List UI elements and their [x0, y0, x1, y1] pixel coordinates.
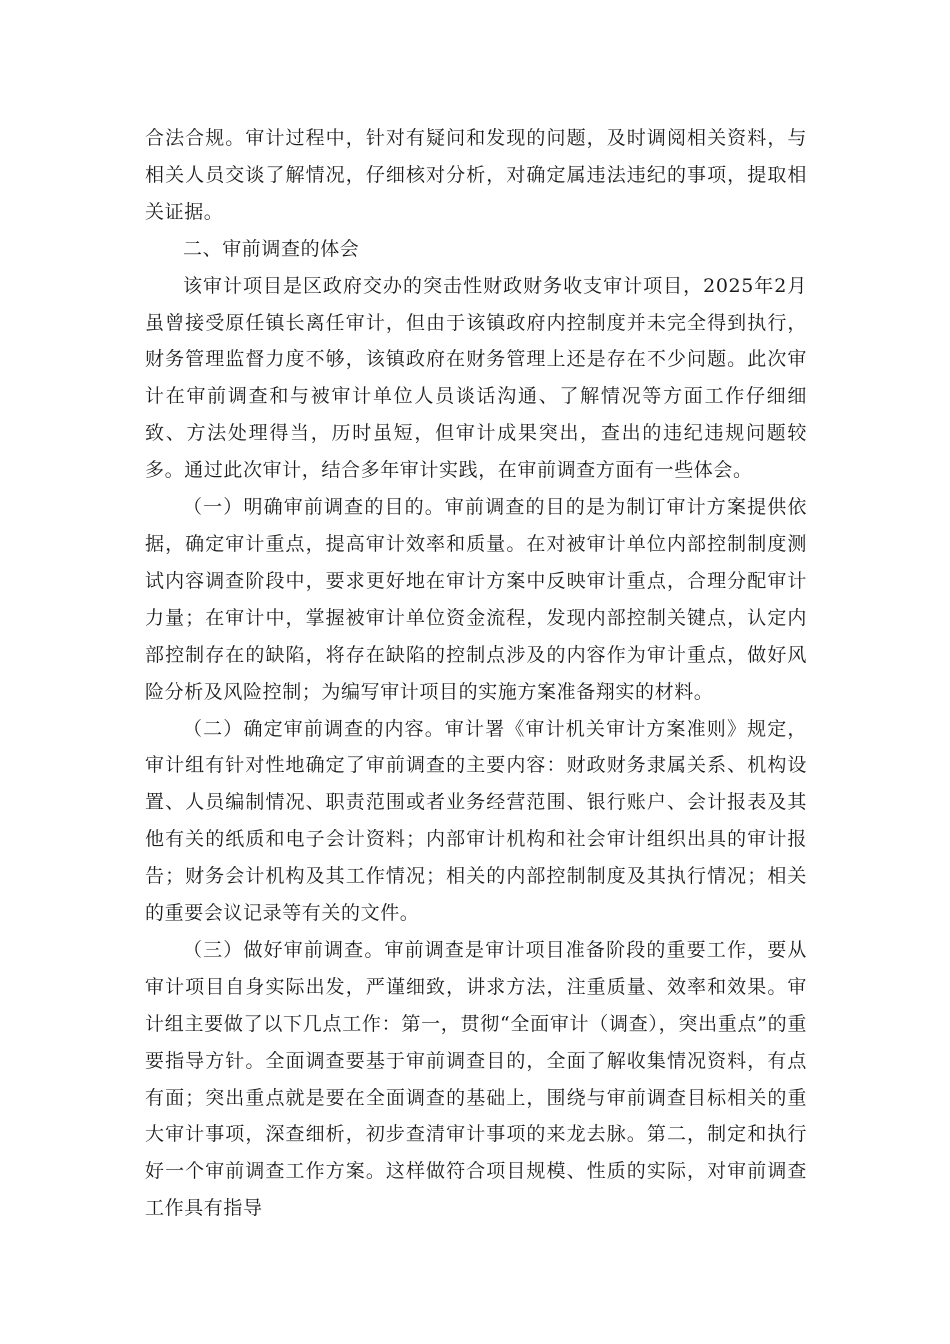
paragraph-5: （三）做好审前调查。审前调查是审计项目准备阶段的重要工作，要从审计项目自身实际出发，严谨细致，讲求方法，注重质量、效率和效果。审计组主要做了以下几点工作：第一，贯彻“全面审计（调查），突出重点”的重要指导方针。全面调查要基于审前调查目的，全面了解收集情况资料，有点有面；突出重点就是要在全面调查的基础上，围绕与审前调查目标相关的重大审计事项，深查细析，初步查清审计事项的来龙去脉。第二，制定和执行好一个审前调查工作方案。这样做符合项目规模、性质的实际，对审前调查工作具有指导 — [145, 938, 807, 1220]
document-body — [145, 120, 807, 1227]
paragraph-4: （二）确定审前调查的内容。审计署《审计机关审计方案准则》规定，审计组有针对性地确定了审前调查的主要内容：财政财务隶属关系、机构设置、人员编制情况、职责范围或者业务经营范围、银行账户、会计报表及其他有关的纸质和电子会计资料；内部审计机构和社会审计组织出具的审计报告；财务会计机构及其工作情况；相关的内部控制制度及其执行情况；相关的重要会议记录等有关的文件。 — [145, 717, 807, 925]
section-heading: 二、审前调查的体会 — [183, 237, 360, 260]
paragraph-2: 该审计项目是区政府交办的突击性财政财务收支审计项目，2025年2月虽曾接受原任镇长离任审计，但由于该镇政府内控制度并未完全得到执行，财务管理监督力度不够，该镇政府在财务管理上还是存在不少问题。此次审计在审前调查和与被审计单位人员谈话沟通、了解情况等方面工作仔细细致、方法处理得当，历时虽短，但审计成果突出，查出的违纪违规问题较多。通过此次审计，结合多年审计实践，在审前调查方面有一些体会。 — [145, 274, 807, 482]
paragraph-3: （一）明确审前调查的目的。审前调查的目的是为制订审计方案提供依据，确定审计重点，提高审计效率和质量。在对被审计单位内部控制制度测试内容调查阶段中，要求更好地在审计方案中反映审计重点，合理分配审计力量；在审计中，掌握被审计单位资金流程，发现内部控制关键点，认定内部控制存在的缺陷，将存在缺陷的控制点涉及的内容作为审计重点，做好风险分析及风险控制；为编写审计项目的实施方案准备翔实的材料。 — [145, 496, 807, 703]
paragraph-1: 合法合规。审计过程中，针对有疑问和发现的问题，及时调阅相关资料，与相关人员交谈了解情况，仔细核对分析，对确定属违法违纪的事项，提取相关证据。 — [145, 127, 807, 223]
